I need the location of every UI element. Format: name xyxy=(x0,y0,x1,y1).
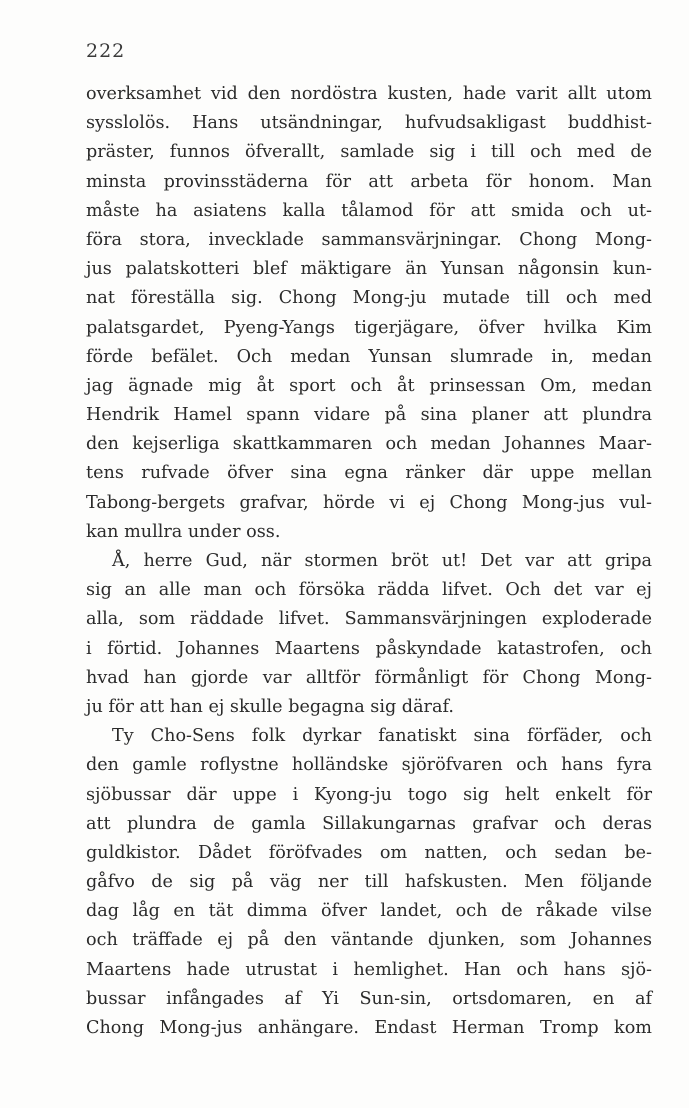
text-line: guldkistor. Dådet föröfvades om natten, och sedan be- xyxy=(86,842,652,863)
text-line: att plundra de gamla Sillakungarnas grafvar och deras xyxy=(86,813,652,834)
text-line: gåfvo de sig på väg ner till hafskusten. Men följande xyxy=(86,872,652,893)
text-line: Ty Cho-Sens folk dyrkar fanatiskt sina förfäder, och xyxy=(112,726,652,747)
text-line: minsta provinsstäderna för att arbeta för honom. Man xyxy=(86,171,652,192)
text-line: tens rufvade öfver sina egna ränker där uppe mellan xyxy=(86,463,652,484)
text-line: Hendrik Hamel spann vidare på sina planer att plundra xyxy=(86,405,652,426)
text-line: overksamhet vid den nordöstra kusten, hade varit allt utom xyxy=(86,84,652,104)
text-line: hvad han gjorde var alltför förmånligt för Chong Mong- xyxy=(86,667,652,688)
text-line: Tabong-bergets grafvar, hörde vi ej Chong Mong-jus vul- xyxy=(86,492,652,513)
text-line: kan mullra under oss. xyxy=(86,521,281,542)
text-line: och träffade ej på den väntande djunken, som Johannes xyxy=(86,930,652,951)
text-line: alla, som räddade lifvet. Sammansvärjningen exploderade xyxy=(86,609,652,630)
text-line: sysslolös. Hans utsändningar, hufvudsakligast buddhist- xyxy=(86,113,652,134)
text-line: i förtid. Johannes Maartens påskyndade katastrofen, och xyxy=(86,638,652,659)
text-line: föra stora, invecklade sammansvärjningar. Chong Mong- xyxy=(86,229,652,250)
text-line: nat föreställa sig. Chong Mong-ju mutade till och med xyxy=(86,288,652,309)
text-line: förde befälet. Och medan Yunsan slumrade in, medan xyxy=(86,346,652,367)
text-line: bussar infångades af Yi Sun-sin, ortsdomaren, en af xyxy=(86,988,652,1009)
text-line: jag ägnade mig åt sport och åt prinsessan Om, medan xyxy=(86,375,652,396)
text-line: Maartens hade utrustat i hemlighet. Han och hans sjö- xyxy=(86,959,652,980)
text-line: den gamle roflystne holländske sjöröfvaren och hans fyra xyxy=(86,755,652,776)
text-line: präster, funnos öfverallt, samlade sig i till och med de xyxy=(86,142,652,163)
text-line: Chong Mong-jus anhängare. Endast Herman Tromp kom xyxy=(86,1018,652,1038)
body-text xyxy=(86,80,652,1043)
text-line: Å, herre Gud, när stormen bröt ut! Det var att gripa xyxy=(112,551,652,571)
text-line: den kejserliga skattkammaren och medan Johannes Maar- xyxy=(86,434,652,455)
text-line: dag låg en tät dimma öfver landet, och de råkade vilse xyxy=(86,901,652,922)
page-number: 222 xyxy=(86,40,126,62)
text-line: palatsgardet, Pyeng-Yangs tigerjägare, öfver hvilka Kim xyxy=(86,317,652,338)
text-line: jus palatskotteri blef mäktigare än Yunsan någonsin kun- xyxy=(86,259,652,280)
text-line: måste ha asiatens kalla tålamod för att smida och ut- xyxy=(86,200,652,221)
text-line: ju för att han ej skulle begagna sig däraf. xyxy=(86,696,454,717)
text-line: sig an alle man och försöka rädda lifvet. Och det var ej xyxy=(86,580,652,601)
text-line: sjöbussar där uppe i Kyong-ju togo sig helt enkelt för xyxy=(86,784,652,805)
